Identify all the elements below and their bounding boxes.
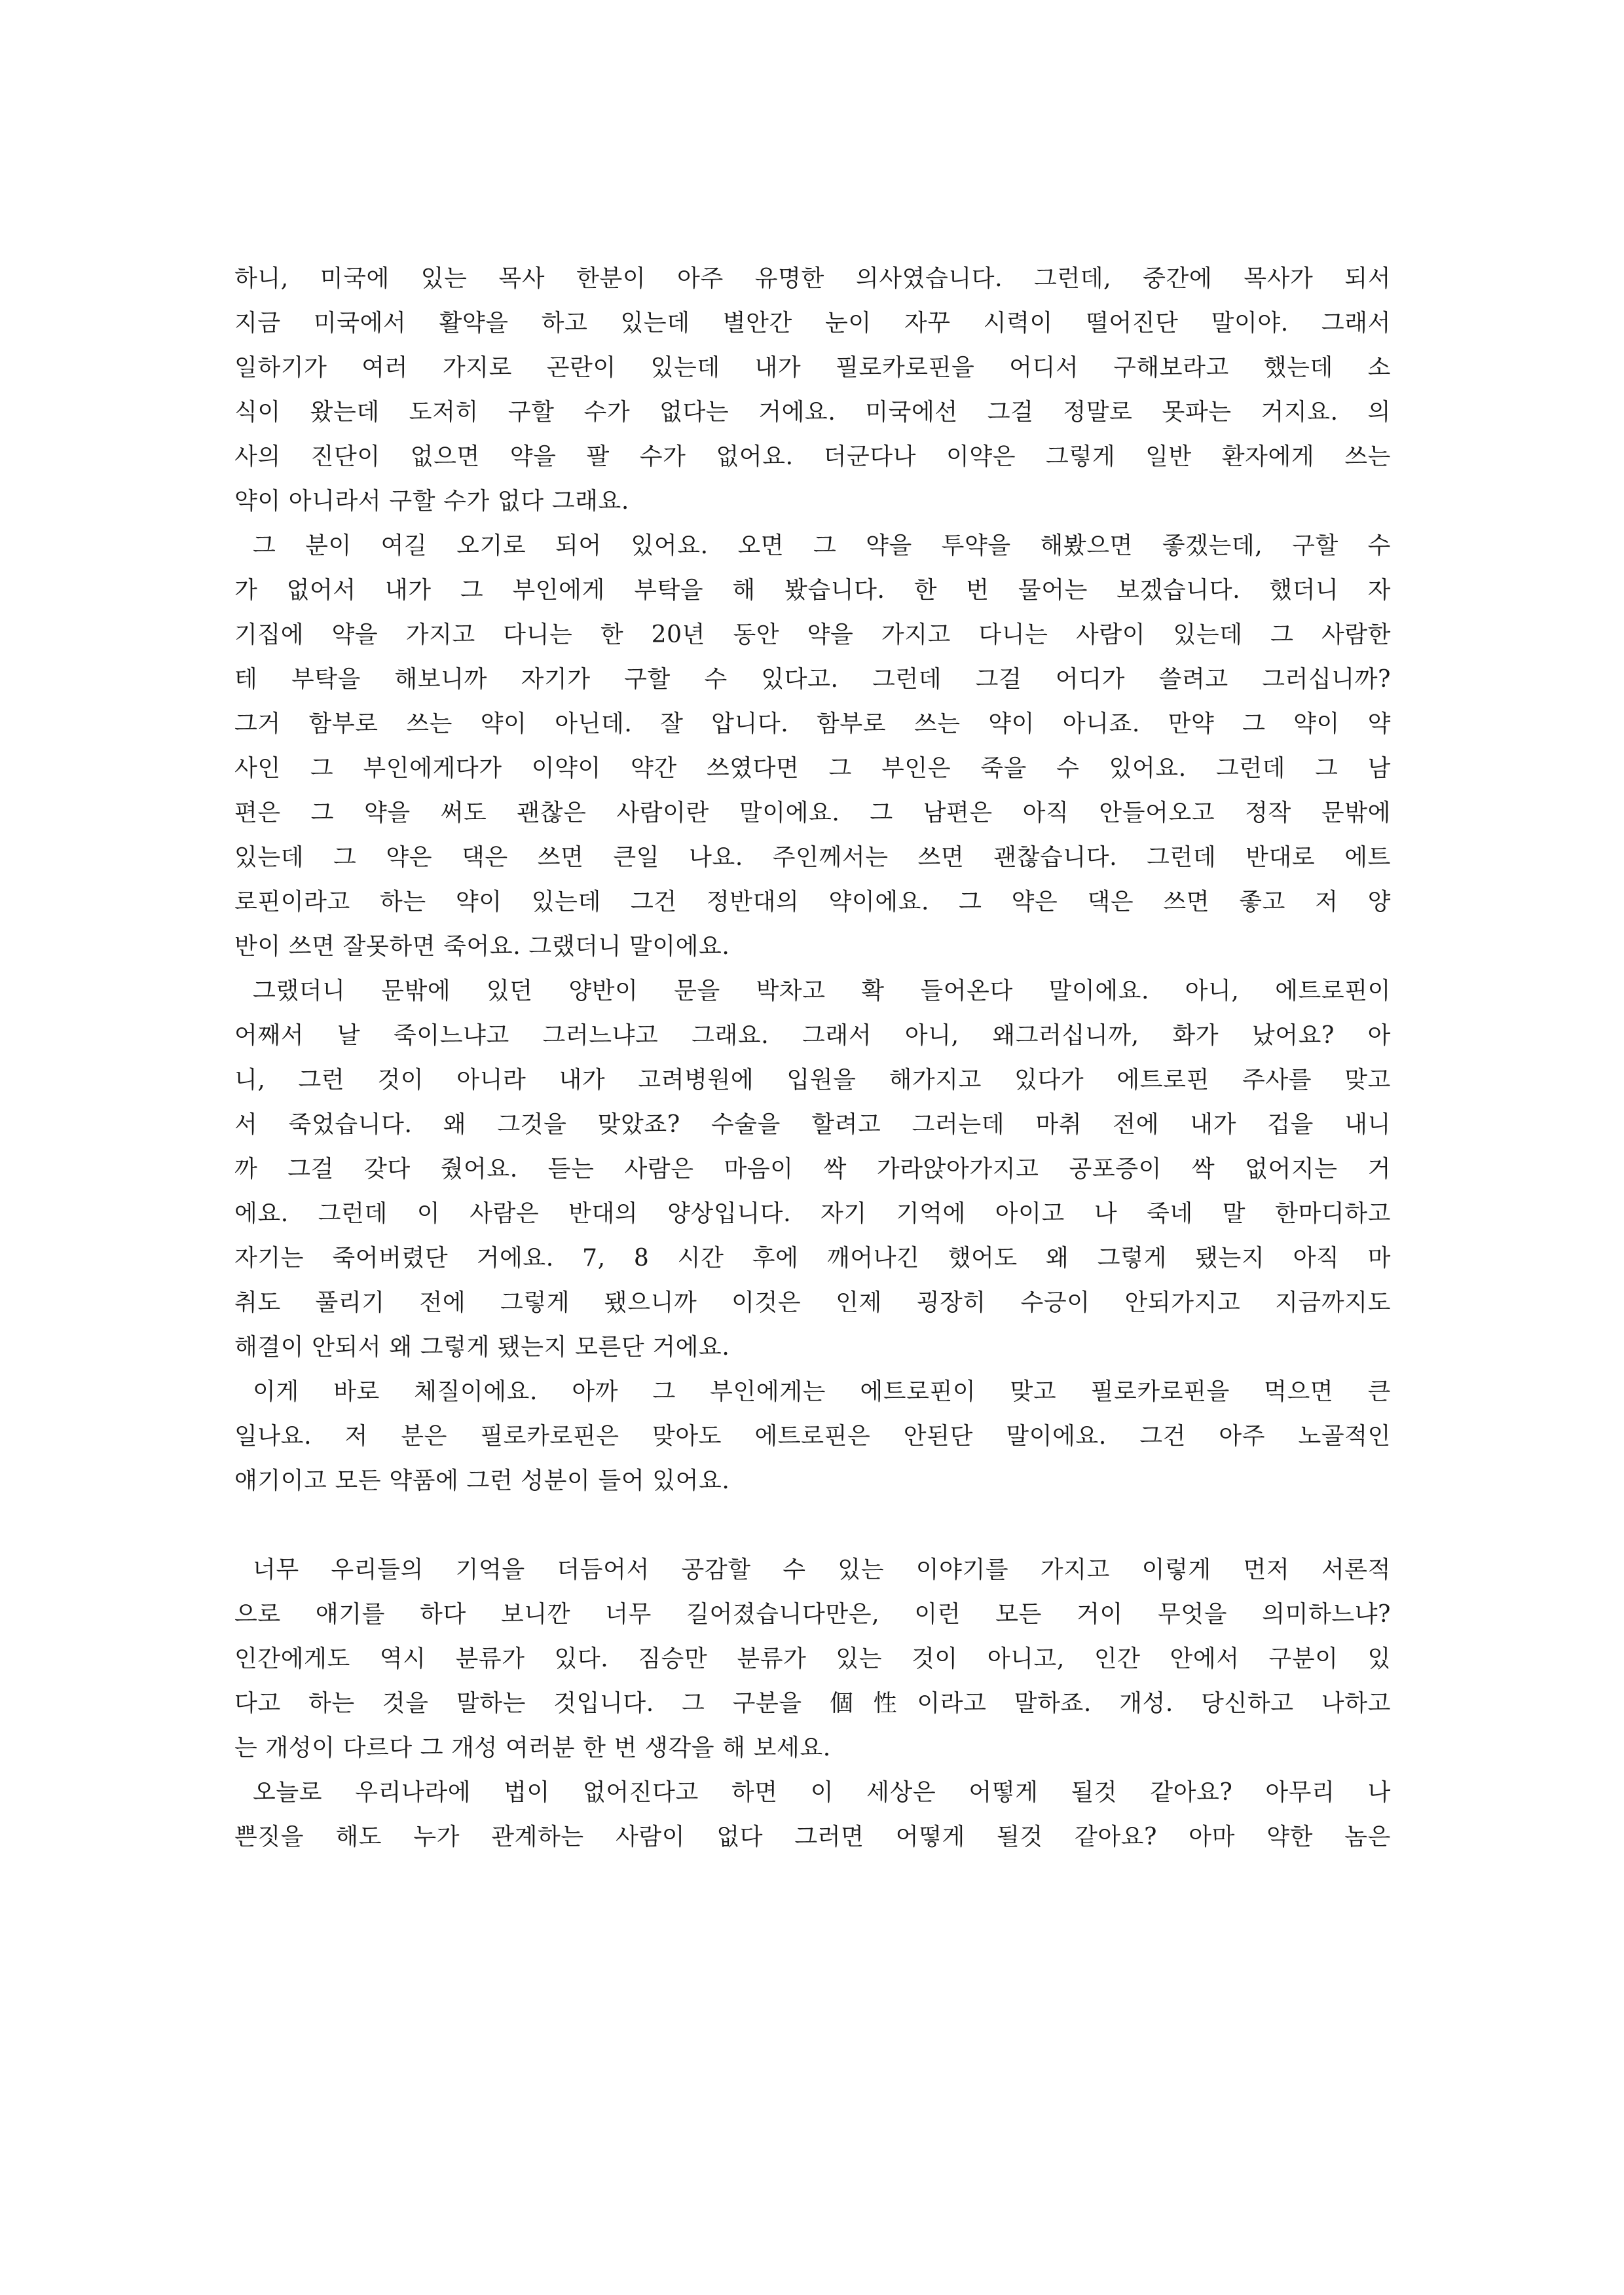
text-line: 쁜짓을 해도 누가 관계하는 사람이 없다 그러면 어떻게 될것 같아요? 아마 약한 놈은 xyxy=(234,1824,1391,1850)
text-line: 사인 그 부인에게다가 이약이 약간 쓰였다면 그 부인은 죽을 수 있어요. 그런데 그 남 xyxy=(234,755,1391,782)
text-line: 기집에 약을 가지고 다니는 한 20년 동안 약을 가지고 다니는 사람이 있는데 그 사람한 xyxy=(234,621,1391,648)
text-line: 반이 쓰면 잘못하면 죽어요. 그랬더니 말이에요. xyxy=(234,933,730,960)
text-line: 하니, 미국에 있는 목사 한분이 아주 유명한 의사였습니다. 그런데, 중간에 목사가 되서 xyxy=(234,265,1391,292)
text-line: 너무 우리들의 기억을 더듬어서 공감할 수 있는 이야기를 가지고 이렇게 먼저 서론적 xyxy=(253,1556,1391,1583)
text-line: 는 개성이 다르다 그 개성 여러분 한 번 생각을 해 보세요. xyxy=(234,1735,831,1761)
text-line: 사의 진단이 없으면 약을 팔 수가 없어요. 더군다나 이약은 그렇게 일반 환자에게 쓰는 xyxy=(234,443,1391,470)
text-line: 서 죽었습니다. 왜 그것을 맞았죠? 수술을 할려고 그러는데 마취 전에 내가 겁을 내니 xyxy=(234,1111,1391,1138)
text-line: 니, 그런 것이 아니라 내가 고려병원에 입원을 해가지고 있다가 에트로핀 주사를 맞고 xyxy=(234,1067,1391,1093)
text-line: 에요. 그런데 이 사람은 반대의 양상입니다. 자기 기억에 아이고 나 죽네 말 한마디하고 xyxy=(234,1200,1391,1227)
text-line: 으로 얘기를 하다 보니깐 너무 길어졌습니다만은, 이런 모든 거이 무엇을 의미하느냐? xyxy=(234,1601,1391,1628)
text-line: 그 분이 여길 오기로 되어 있어요. 오면 그 약을 투약을 해봤으면 좋겠는데, 구할 수 xyxy=(253,532,1391,559)
paragraph-1 xyxy=(234,257,1391,524)
text-line: 편은 그 약을 써도 괜찮은 사람이란 말이에요. 그 남편은 아직 안들어오고 정작 문밖에 xyxy=(234,799,1391,826)
text-line: 가 없어서 내가 그 부인에게 부탁을 해 봤습니다. 한 번 물어는 보겠습니다. 했더니 자 xyxy=(234,577,1391,604)
text-line: 오늘로 우리나라에 법이 없어진다고 하면 이 세상은 어떻게 될것 같아요? 아무리 나 xyxy=(253,1779,1391,1806)
text-line: 얘기이고 모든 약품에 그런 성분이 들어 있어요. xyxy=(234,1467,730,1494)
paragraph-spacer xyxy=(234,1503,1391,1548)
text-line: 해결이 안되서 왜 그렇게 됐는지 모른단 거에요. xyxy=(234,1334,730,1361)
paragraph-4 xyxy=(234,1370,1391,1503)
text-line: 취도 풀리기 전에 그렇게 됐으니까 이것은 인제 굉장히 수긍이 안되가지고 지금까지도 xyxy=(234,1289,1391,1316)
text-line: 일하기가 여러 가지로 곤란이 있는데 내가 필로카로핀을 어디서 구해보라고 했는데 소 xyxy=(234,354,1391,381)
text-line: 자기는 죽어버렸단 거에요. 7, 8 시간 후에 깨어나긴 했어도 왜 그렇게 됐는지 아직 마 xyxy=(234,1245,1391,1272)
paragraph-2 xyxy=(234,524,1391,969)
paragraph-5 xyxy=(234,1548,1391,1771)
text-line: 지금 미국에서 활약을 하고 있는데 별안간 눈이 자꾸 시력이 떨어진단 말이야. 그래서 xyxy=(234,310,1391,337)
text-line: 식이 왔는데 도저히 구할 수가 없다는 거에요. 미국에선 그걸 정말로 못파는 거지요. 의 xyxy=(234,399,1391,426)
paragraph-6 xyxy=(234,1771,1391,1860)
text-line: 그거 함부로 쓰는 약이 아닌데. 잘 압니다. 함부로 쓰는 약이 아니죠. 만약 그 약이 약 xyxy=(234,710,1391,737)
text-line: 어째서 날 죽이느냐고 그러느냐고 그래요. 그래서 아니, 왜그러십니까, 화가 났어요? 아 xyxy=(234,1022,1391,1049)
text-line: 로핀이라고 하는 약이 있는데 그건 정반대의 약이에요. 그 약은 댁은 쓰면 좋고 저 양 xyxy=(234,889,1391,915)
text-line: 그랬더니 문밖에 있던 양반이 문을 박차고 확 들어온다 말이에요. 아니, 에트로핀이 xyxy=(253,978,1391,1004)
text-line: 있는데 그 약은 댁은 쓰면 큰일 나요. 주인께서는 쓰면 괜찮습니다. 그런데 반대로 에트 xyxy=(234,844,1391,871)
text-line: 이게 바로 체질이에요. 아까 그 부인에게는 에트로핀이 맞고 필로카로핀을 먹으면 큰 xyxy=(253,1378,1391,1405)
text-line: 까 그걸 갖다 줬어요. 듣는 사람은 마음이 싹 가라앉아가지고 공포증이 싹 없어지는 거 xyxy=(234,1156,1391,1183)
text-line: 일나요. 저 분은 필로카로핀은 맞아도 에트로핀은 안된단 말이에요. 그건 아주 노골적인 xyxy=(234,1423,1391,1450)
paragraph-3 xyxy=(234,969,1391,1370)
text-line: 약이 아니라서 구할 수가 없다 그래요. xyxy=(234,488,629,515)
text-line: 다고 하는 것을 말하는 것입니다. 그 구분을 個性이라고 말하죠. 개성. 당신하고 나하고 xyxy=(234,1690,1391,1717)
text-line: 인간에게도 역시 분류가 있다. 짐승만 분류가 있는 것이 아니고, 인간 안에서 구분이 있 xyxy=(234,1645,1391,1672)
text-line: 테 부탁을 해보니까 자기가 구할 수 있다고. 그런데 그걸 어디가 쓸려고 그러십니까? xyxy=(234,666,1391,693)
document-body xyxy=(234,257,1391,1860)
